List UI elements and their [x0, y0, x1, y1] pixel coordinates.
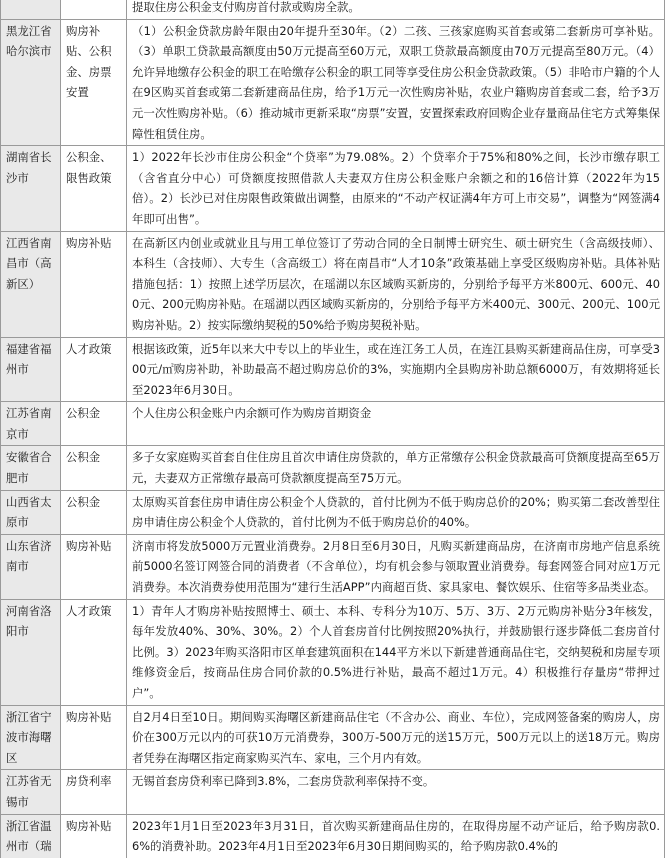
city-cell: 黑龙江省哈尔滨市	[1, 19, 61, 146]
table-row	[1, 814, 665, 858]
policy-type-cell: 公积金	[61, 402, 127, 446]
policy-content-cell: 济南市将发放5000万元置业消费券。2月8日至6月30日，凡购买新建商品房，在济南市房地产信息系统前5000名签订网签合同的消费者（不含单位），均有机会参与领取置业消费券。每套网签合同对应1万元消费券。本次消费券使用范围为“建行生活APP”内商超百货、家具家电、餐饮娱乐、住宿等多品类业态。	[127, 534, 665, 599]
city-cell: 浙江省宁波市海曙区	[1, 705, 61, 770]
policy-type-cell: 公积金、限售政策	[61, 146, 127, 231]
policy-content-cell: 多子女家庭购买首套自住住房且首次申请住房贷款的，单方正常缴存公积金贷款最高可贷额度提高至65万元，夫妻双方正常缴存最高可贷款额度提高至75万元。	[127, 446, 665, 490]
city-cell: 安徽省合肥市	[1, 446, 61, 490]
table-row	[1, 705, 665, 770]
policy-content-cell: 自2月4日至10日。期间购买海曙区新建商品住宅（不含办公、商业、车位），完成网签备案的购房人，房价在300万元以内的可获10万元消费券，300万-500万元的送15万元，500万元以上的送18万元。购房者凭券在海曙区指定商家购买汽车、家电，三个月内有效。	[127, 705, 665, 770]
policy-content-cell: 提取住房公积金支付购房首付款或购房全款。	[127, 0, 665, 19]
city-cell: 江苏省无锡市	[1, 770, 61, 814]
policy-content-cell: 在高新区内创业或就业且与用工单位签订了劳动合同的全日制博士研究生、硕士研究生（含高级技师）、本科生（含技师）、大专生（含高级工）将在南昌市“人才10条”政策基础上享受区级购房补贴。具体补贴措施包括：1）按照上述学历层次，在瑶湖以东区域购买新房的，分别给予每平方米800元、600元、400元、200元购房补贴。在瑶湖以西区域购买新房的，分别给予每平方米400元、300元、200元、100元购房补贴。2）按实际缴纳契税的50%给予购房契税补贴。	[127, 231, 665, 337]
table-row	[1, 446, 665, 490]
policy-type-cell: 公积金	[61, 490, 127, 534]
policy-content-cell: 1）2022年长沙市住房公积金“个贷率”为79.08%。2）个贷率介于75%和80%之间，长沙市缴存职工（含省直分中心）可贷额度按照借款人夫妻双方住房公积金账户余额之和的16倍计算（2022年为15倍）。2）长沙已对住房限售政策做出调整，由原来的“不动产权证满4年方可上市交易”，调整为“网签满4年即可出售”。	[127, 146, 665, 231]
policy-type-cell: 购房补贴	[61, 705, 127, 770]
table-row	[1, 490, 665, 534]
city-cell: 河南省洛阳市	[1, 599, 61, 705]
policy-content-cell: 个人住房公积金账户内余额可作为购房首期资金	[127, 402, 665, 446]
policy-type-cell	[61, 0, 127, 19]
policy-type-cell: 购房补贴	[61, 814, 127, 858]
table-row	[1, 0, 665, 19]
table-row	[1, 770, 665, 814]
policy-type-cell: 房贷利率	[61, 770, 127, 814]
table-row	[1, 231, 665, 337]
policy-content-cell: 2023年1月1日至2023年3月31日，首次购买新建商品住房的，在取得房屋不动产证后，给予购房款0.6%的消费补助。2023年4月1日至2023年6月30日期间购买的，给予购房款0.4%的	[127, 814, 665, 858]
table-row	[1, 402, 665, 446]
city-cell: 湖南省长沙市	[1, 146, 61, 231]
city-cell: 江苏省南京市	[1, 402, 61, 446]
policy-content-cell: 无锡首套房贷利率已降到3.8%，二套房贷款利率保持不变。	[127, 770, 665, 814]
city-cell: 山东省济南市	[1, 534, 61, 599]
policy-type-cell: 公积金	[61, 446, 127, 490]
table-row	[1, 337, 665, 402]
policy-type-cell: 购房补贴、公积金、房票安置	[61, 19, 127, 146]
table-row	[1, 19, 665, 146]
city-cell: 山西省太原市	[1, 490, 61, 534]
policy-type-cell: 人才政策	[61, 337, 127, 402]
table-row	[1, 599, 665, 705]
policy-content-cell: 1）青年人才购房补贴按照博士、硕士、本科、专科分为10万、5万、3万、2万元购房补贴分3年核发，每年发放40%、30%、30%。2）个人首套房首付比例按照20%执行，并鼓励银行逐步降低二套房首付比例。3）2023年购买洛阳市区单套建筑面积在144平方米以下新建普通商品住宅，交纳契税和房屋专项维修资金后，按商品住房合同价款的0.5%进行补贴，最高不超过1万元。4）积极推行存量房“带押过户”。	[127, 599, 665, 705]
policy-table-body	[1, 0, 665, 858]
policy-content-cell: （1）公积金贷款房龄年限由20年提升至30年。（2）二孩、三孩家庭购买首套或第二套新房可享补贴。（3）单职工贷款最高额度由50万元提高至60万元，双职工贷款最高额度由70万元提高至80万元。（4）允许异地缴存公积金的职工在哈缴存公积金的职工同等享受住房公积金贷款政策。（5）非哈市户籍的个人在9区购买首套或第二套新建商品住房，给予1万元一次性购房补贴，农业户籍购房首套或二套，给予3万元一次性购房补贴。（6）推动城市更新采取“房票”安置，安置探索政府回购企业存量商品住宅方式筹集保障性租赁住房。	[127, 19, 665, 146]
table-row	[1, 146, 665, 231]
policy-type-cell: 购房补贴	[61, 534, 127, 599]
city-cell: 江西省南昌市（高新区）	[1, 231, 61, 337]
city-cell: 浙江省温州市（瑞	[1, 814, 61, 858]
city-cell: 福建省福州市	[1, 337, 61, 402]
policy-type-cell: 人才政策	[61, 599, 127, 705]
policy-content-cell: 根据该政策，近5年以来大中专以上的毕业生，或在连江务工人员，在连江县购买新建商品住房，可享受300元/㎡购房补助，补助最高不超过购房总价的3%，实施期内全县购房补助总额6000万，有效期将延长至2023年6月30日。	[127, 337, 665, 402]
table-row	[1, 534, 665, 599]
policy-content-cell: 太原购买首套住房申请住房公积金个人贷款的，首付比例为不低于购房总价的20%；购买第二套改善型住房申请住房公积金个人贷款的，首付比例为不低于购房总价的40%。	[127, 490, 665, 534]
policy-type-cell: 购房补贴	[61, 231, 127, 337]
city-cell	[1, 0, 61, 19]
